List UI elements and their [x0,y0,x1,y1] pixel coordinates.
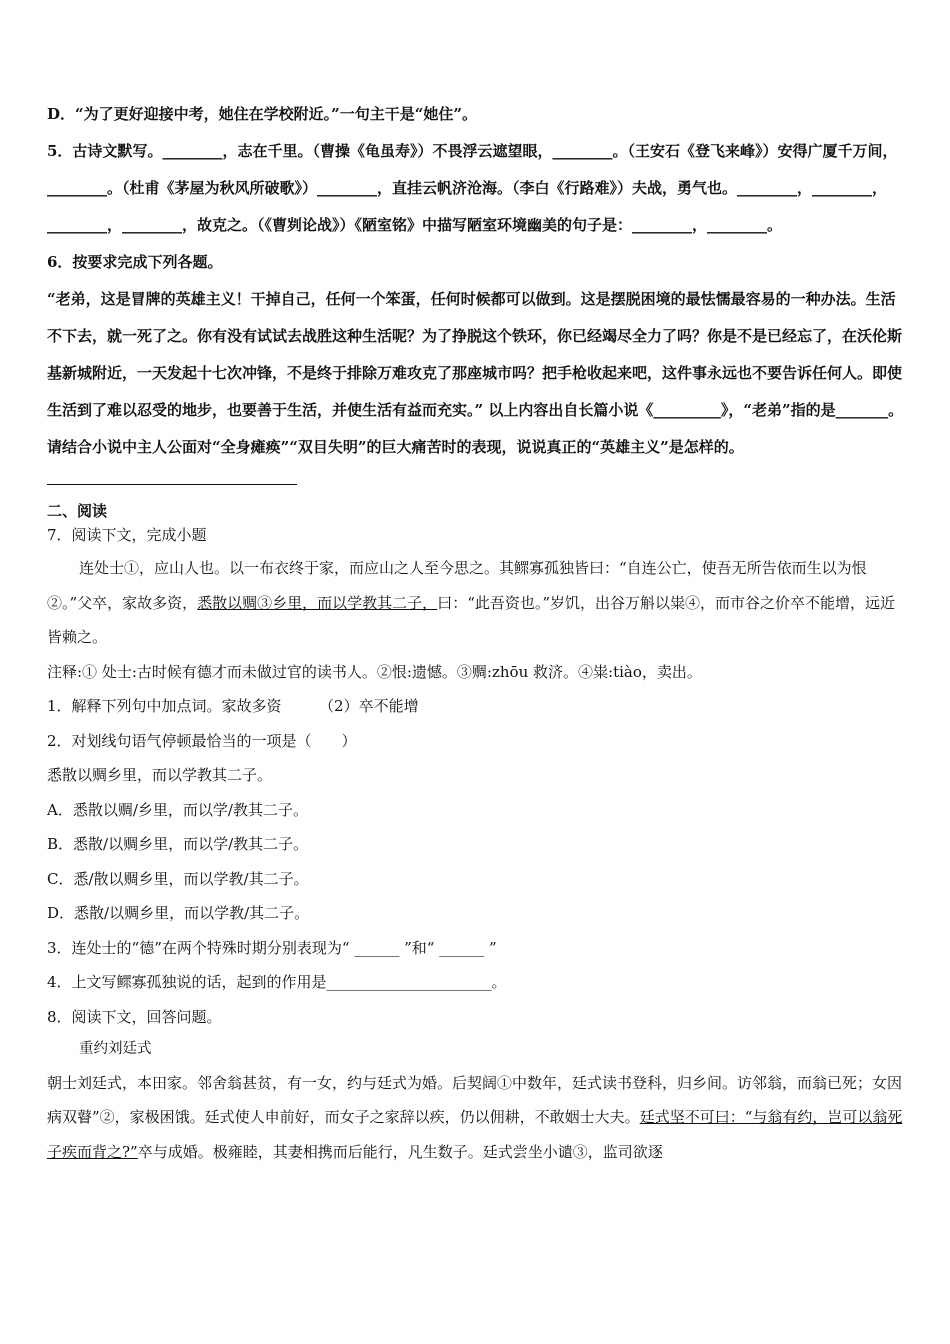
passage-text: 朝士刘廷式，本田家。邻舍翁甚贫，有一女，约与廷式为婚。后契阔①中数年，廷式读书登科，归乡间。访邻翁，而翁已死；女因病双瞽”②，家极困饿。廷式使人申前好，而女子之家辞以疾，仍以佣耕，不敢姻士大夫。 [47,1073,903,1126]
passage-text: 曰：“此吾资也。”岁饥，出谷万斛以粜④，而市谷之价卒不能增，远近皆赖之。 [47,593,896,646]
question-8-passage [47,1066,905,1170]
question-6-title: 6．按要求完成下列各题。 [47,253,223,271]
question-6-text [47,281,905,466]
question-6-prompt: 以上内容出自长篇小说《_________》，“老弟”指的是_______。请结合小说中主人公面对“全身瘫痪”“双目失明”的巨大痛苦时的表现，说说真正的“英雄主义”是怎样的。 [47,401,904,456]
question-5: 5．古诗文默写。________，志在千里。（曹操《龟虽寿》）不畏浮云遮望眼，________。（王安石《登飞来峰》）安得广厦千万间，________。（杜甫《茅屋为秋风所破歌》）________，直挂云帆济沧海。（李白《行路难》）夫战，勇气也。________，________，________，________，故克之。（《曹刿论战》）《陋室铭》中描写陋室环境幽美的句子是：________，________。 [47,142,898,234]
question-7-4: 4．上文写鳏寡孤独说的话，起到的作用是______________________。 [47,973,507,991]
question-7-notes: 注释:① 处士:古时候有德才而未做过官的读书人。②恨:遗憾。③赒:zhōu 救济。④粜:tiào，卖出。 [47,662,702,681]
passage-text: 卒与成婚。极雍睦，其妻相携而后能行，凡生数子。廷式尝坐小谴③，监司欲逐 [137,1142,663,1161]
question-7-passage [47,551,905,655]
answer-line [47,484,297,485]
passage-text: 连处士①，应山人也。以一布衣终于家，而应山之人至今思之。其鳏寡孤独皆曰：“自连公亡，使吾无所告依而生以为恨②。”父卒，家故多资， [47,559,867,612]
question-7-3: 3．连处士的“德”在两个特殊时期分别表现为“ ______ ”和“ ______ ” [47,938,497,957]
option-a: A．悉散以赒/乡里，而以学/教其二子。 [47,800,308,819]
underlined-sentence: 悉散以赒③乡里，而以学教其二子， [197,593,438,612]
question-option-d: D．“为了更好迎接中考，她住在学校附近。”一句主干是“她住”。 [47,105,478,123]
question-8-title: 8．阅读下文，回答问题。 [47,1007,222,1026]
option-d: D．悉散/以赒乡里，而以学教/其二子。 [47,904,310,922]
option-b: B．悉散/以赒乡里，而以学/教其二子。 [47,835,309,853]
question-7-1: 1．解释下列句中加点词。家故多资 （2）卒不能增 [47,697,419,715]
question-6-quote: “老弟，这是冒牌的英雄主义！干掉自己，任何一个笨蛋，任何时候都可以做到。这是摆脱困境的最怯懦最容易的一种办法。生活不下去，就一死了之。你有没有试试去战胜这种生活呢？为了挣脱这个铁环，你已经竭尽全力了吗？你是不是已经忘了，在沃伦斯基新城附近，一天发起十七次冲锋，不是终于排除万难攻克了那座城市吗？把手枪收起来吧，这件事永远也不要告诉任何人。即使生活到了难以忍受的地步，也要善于生活，并使生活有益而充实。” [47,290,903,419]
option-c: C．悉/散以赒乡里，而以学教/其二子。 [47,869,309,888]
question-7-2: 2．对划线句语气停顿最恰当的一项是（ ） [47,731,357,750]
document-page [47,96,905,1169]
underlined-sentence: 廷式坚不可曰：“与翁有约，岂可以翁死子疾而背之?” [47,1108,903,1161]
passage-title: 重约刘廷式 [79,1041,152,1057]
question-7-2-sentence: 悉散以赒乡里，而以学教其二子。 [47,766,273,784]
section-title-reading: 二、阅读 [47,502,108,520]
question-7-title: 7．阅读下文，完成小题 [47,526,207,544]
